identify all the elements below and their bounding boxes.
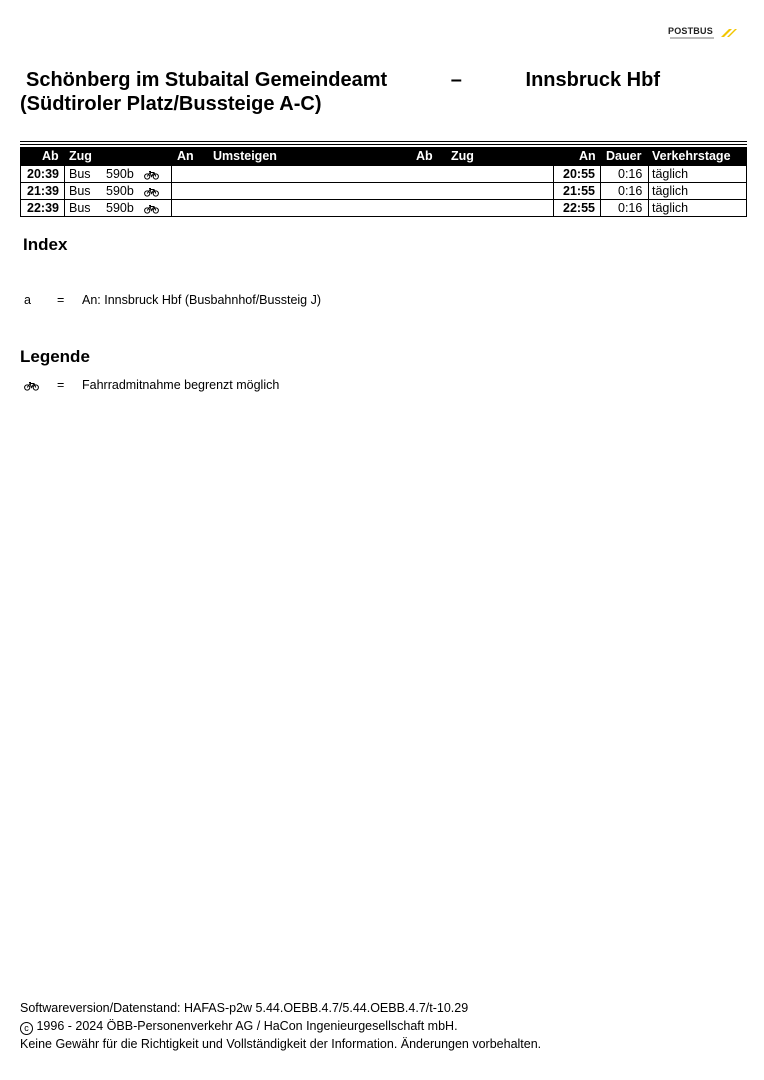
line-number: 590b	[106, 201, 134, 215]
bicycle-icon	[144, 202, 159, 216]
footer-disclaimer: Keine Gewähr für die Richtigkeit und Vollständigkeit der Information. Änderungen vorbehalten.	[20, 1037, 542, 1051]
service-days: täglich	[652, 184, 689, 198]
bicycle-icon	[144, 168, 159, 182]
header-an: An	[177, 149, 194, 163]
title-rule-thin	[20, 144, 747, 145]
bicycle-icon	[24, 379, 39, 393]
timetable	[20, 147, 747, 217]
departure-time: 21:39	[27, 184, 59, 198]
title-to: Innsbruck Hbf	[525, 69, 660, 91]
footer-copyright-text: 1996 - 2024 ÖBB-Personenverkehr AG / HaCon Ingenieurgesellschaft mbH.	[36, 1019, 458, 1033]
header-verkehrstage: Verkehrstage	[652, 149, 731, 163]
index-text: An: Innsbruck Hbf (Busbahnhof/Bussteig J)	[82, 293, 322, 307]
departure-time: 22:39	[27, 201, 59, 215]
header-an-final: An	[579, 149, 596, 163]
footer	[20, 999, 541, 1053]
header-ab: Ab	[42, 149, 59, 163]
transport-mode: Bus	[69, 201, 91, 215]
arrival-time: 22:55	[563, 201, 595, 215]
duration: 0:16	[618, 167, 643, 181]
bicycle-icon	[144, 185, 159, 199]
page-title	[20, 68, 660, 116]
header-ab-transfer: Ab	[416, 149, 433, 163]
header-zug: Zug	[69, 149, 92, 163]
logo-underline	[670, 37, 714, 39]
title-to-detail: (Südtiroler Platz/Bussteige A-C)	[20, 93, 322, 115]
arrival-time: 20:55	[563, 167, 595, 181]
legend-text: Fahrradmitnahme begrenzt möglich	[82, 378, 280, 392]
header-zug-transfer: Zug	[451, 149, 474, 163]
departure-time: 20:39	[27, 167, 59, 181]
service-days: täglich	[652, 167, 689, 181]
index-key: a	[24, 293, 31, 307]
service-days: täglich	[652, 201, 689, 215]
logo-text: POSTBUS	[668, 26, 713, 36]
timetable-header	[20, 147, 747, 166]
duration: 0:16	[618, 201, 643, 215]
line-number: 590b	[106, 167, 134, 181]
legend-heading: Legende	[20, 347, 90, 366]
title-from: Schönberg im Stubaital Gemeindeamt	[26, 69, 388, 91]
index-equals: =	[57, 293, 65, 307]
copyright-icon: c	[20, 1022, 33, 1035]
arrival-time: 21:55	[563, 184, 595, 198]
header-umsteigen: Umsteigen	[213, 149, 277, 163]
logo-swoosh-icon	[720, 28, 738, 38]
index-heading: Index	[23, 235, 68, 254]
title-rule	[20, 141, 747, 142]
postbus-logo	[664, 24, 742, 44]
legend-equals: =	[57, 378, 65, 392]
title-dash: –	[450, 69, 462, 91]
line-number: 590b	[106, 184, 134, 198]
transport-mode: Bus	[69, 167, 91, 181]
table-row[interactable]	[20, 200, 747, 217]
duration: 0:16	[618, 184, 643, 198]
footer-copyright	[20, 1017, 541, 1035]
transport-mode: Bus	[69, 184, 91, 198]
table-row[interactable]	[20, 166, 747, 183]
table-row[interactable]	[20, 183, 747, 200]
footer-version: Softwareversion/Datenstand: HAFAS-p2w 5.44.OEBB.4.7/5.44.OEBB.4.7/t-10.29	[20, 1001, 469, 1015]
header-dauer: Dauer	[606, 149, 642, 163]
